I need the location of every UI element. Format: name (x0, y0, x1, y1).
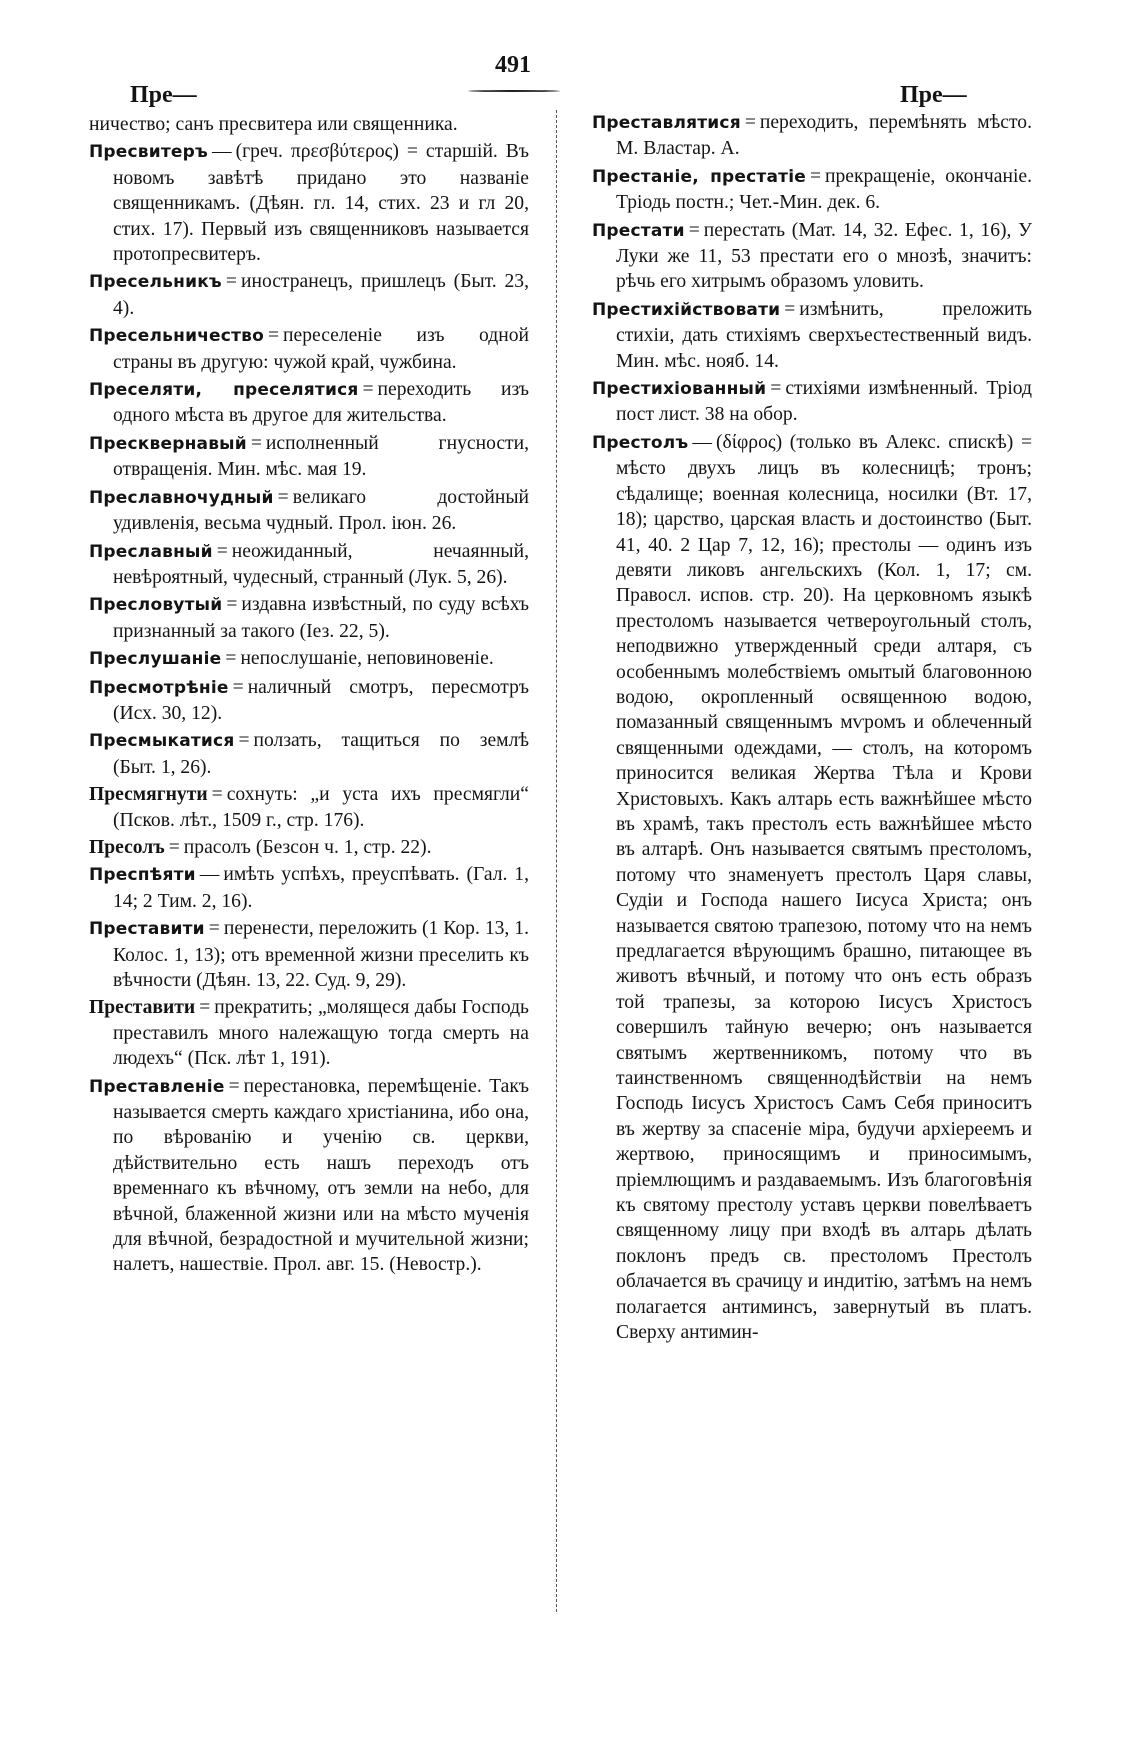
entry-headword: Преславночудный (89, 487, 274, 508)
running-head-left: Пре— (130, 82, 197, 108)
entry-separator: = (208, 918, 220, 940)
dictionary-entry (592, 297, 1032, 374)
column-divider (556, 110, 563, 1612)
entry-headword: Престихіованный (592, 379, 767, 400)
entry-definition: (δίφρος) (только въ Алекс. спискѣ) = мѣсто двухъ лицъ въ колесницѣ; тронъ; сѣдалище; военная колесница, носилки (Вт. 17, 18); царство, царская власть и достоинство (Быт. 41, 40. 2 Цар 7, 12, 16); престолы — одинъ изъ девяти ликовъ ангельскихъ (Кол. 1, 17; см. Правосл. испов. стр. 20). На церковномъ языкѣ престоломъ называется четвероугольный столъ, неподвижно утвержденный среди алтаря, съ особеннымъ молебствіемъ омытый благовонною водою, окропленный освященною водою, помазанный священнымъ мѵромъ и облеченный священными одеждами, — столъ, на которомъ приносится великая Жертва Тѣла и Крови Христовыхъ. Какъ алтарь есть важнѣйшее мѣсто въ храмѣ, такъ престолъ есть важнѣйшее мѣсто въ алтарѣ. Онъ называется святымъ престоломъ, потому что знаменуетъ престолъ Царя славы, Судіи и Господа нашего Іисуса Христа; онъ называется святою трапезою, потому что на немъ предлагается вѣрующимъ брашно, питающее въ животъ вѣчный, и потому что онъ есть образъ той трапезы, за которою Іисусъ Христосъ совершилъ тайную вечерю; онъ называется святымъ жертвенникомъ, потому что въ таинственномъ священнодѣйствіи на немъ Господь Іисусъ Христосъ Самъ Себя приноситъ въ жертву за спасеніе міра, будучи архіереемъ и жертвою, приносящимъ и приносимымъ, пріемлющимъ и раздаваемымъ. Изъ благоговѣнія къ святому престолу уставъ церкви повелѣваетъ священному лицу при входѣ въ алтарь дѣлать поклонъ предъ св. престоломъ Престолъ облачается въ срачицу и индитію, затѣмъ на немъ полагается антиминсъ, завернутый въ платъ. Сверху антимин- (616, 431, 1032, 1344)
left-entries (89, 139, 529, 1277)
dictionary-entry (89, 835, 529, 860)
entry-definition: прасолъ (Безсон ч. 1, стр. 22). (183, 836, 432, 858)
entry-separator: = (238, 730, 250, 752)
entry-definition: измѣнить, преложить стихіи, дать стихіямъ сверхъестественный видъ. Мин. мѣс. нояб. 14. (616, 298, 1032, 372)
entry-headword: Преставити (89, 919, 205, 940)
entry-definition: исполненный гнусности, отвращенія. Мин. мѣс. мая 19. (113, 432, 529, 481)
entry-headword: Преставлятися (592, 113, 741, 133)
dictionary-entry (592, 218, 1032, 295)
page-number: 491 (495, 52, 531, 78)
right-column (592, 110, 1032, 1348)
left-column (89, 112, 529, 1280)
entry-definition: ползать, тащиться по землѣ (Быт. 1, 26). (113, 730, 529, 778)
entry-definition: неожиданный, нечаянный, невѣроятный, чудесный, странный (Лук. 5, 26). (113, 540, 529, 588)
dictionary-entry (89, 862, 529, 914)
dictionary-entry (592, 164, 1032, 216)
entry-headword: Пресвитеръ (89, 142, 208, 163)
dictionary-entry (89, 323, 529, 375)
entry-separator: = (250, 432, 262, 454)
entry-definition: наличный смотръ, пересмотръ (Исх. 30, 12). (113, 676, 529, 724)
entry-headword: Преслушаніе (89, 649, 222, 670)
entry-definition: иностранецъ, пришлецъ (Быт. 23, 4). (113, 271, 529, 319)
entry-headword: Пресельничество (89, 326, 264, 347)
entry-separator: — (692, 431, 712, 453)
entry-headword: Пресельникъ (89, 272, 222, 293)
entry-definition: перестать (Мат. 14, 32. Ефес. 1, 16), У Луки же 11, 53 престати его о мнозѣ, значитъ: рѣчь его хитрымъ образомъ уловить. (616, 219, 1032, 293)
entry-headword: Преставленіе (89, 1076, 225, 1097)
entry-definition: сохнуть: „и уста ихъ пресмягли“ (Псков. лѣт., 1509 г., стр. 176). (113, 784, 529, 831)
entry-headword: Преселяти, преселятися (89, 380, 359, 401)
entry-headword: Преставити (89, 997, 196, 1019)
entry-headword: Преславный (89, 541, 213, 562)
entry-headword: Пресловутый (89, 595, 223, 616)
entry-definition: издавна извѣстный, по суду всѣхъ признанный за такого (Іез. 22, 5). (113, 594, 529, 642)
entry-definition: переселеніе изъ одной страны въ другую: чужой край, чужбина. (113, 325, 529, 373)
entry-separator: = (232, 676, 244, 698)
entry-separator: = (226, 594, 238, 616)
entry-headword: Престаніе, престатіе (592, 166, 806, 187)
entry-headword: Пресмыкатися (89, 731, 235, 752)
right-entries (592, 110, 1032, 1346)
dictionary-entry (592, 430, 1032, 1346)
entry-separator: = (688, 219, 700, 241)
entry-separator: = (168, 836, 180, 858)
entry-definition: великаго достойный удивленія, весьма чудный. Прол. іюн. 26. (113, 486, 529, 535)
dictionary-entry (592, 376, 1032, 428)
entry-headword: Пресмотрѣніе (89, 677, 229, 698)
page-number-rule (468, 90, 560, 92)
entry-separator: = (362, 379, 374, 401)
entry-headword: Преспѣяти (89, 865, 196, 886)
dictionary-entry (89, 539, 529, 591)
dictionary-entry (89, 139, 529, 267)
continuation-text: ничество; санъ пресвитера или священника. (89, 114, 458, 135)
entry-separator: — (199, 864, 220, 886)
entry-headword: Пресолъ (89, 836, 165, 858)
dictionary-entry (89, 592, 529, 644)
entry-definition: прекратить; „молящеся дабы Господь преставилъ много належащую тогда смерть на людехъ“ (Пск. лѣт 1, 191). (113, 997, 529, 1070)
dictionary-entry (89, 485, 529, 537)
dictionary-entry (89, 1074, 529, 1278)
entry-definition: стихіями измѣненный. Тріод пост лист. 38 на обор. (616, 378, 1032, 426)
entry-separator: = (744, 112, 756, 133)
entry-separator: = (809, 165, 822, 187)
entry-headword: Престати (592, 220, 685, 241)
entry-definition: перестановка, перемѣщеніе. Такъ называется смерть каждаго христіанина, ибо она, по вѣрованію и ученію св. церкви, дѣйствительно есть нашъ переходъ отъ временнаго къ вѣчному, отъ земли на небо, для вѣчной, блаженной жизни или на мѣсто мученія для вѣчной, безрадостной и мучительной жизни; налетъ, нашествіе. Прол. авг. 15. (Невостр.). (113, 1075, 529, 1276)
dictionary-entry (89, 728, 529, 780)
entry-separator: — (212, 141, 232, 163)
dictionary-entry (89, 675, 529, 727)
dictionary-entry (89, 431, 529, 483)
entry-separator: = (211, 784, 223, 806)
entry-separator: = (784, 298, 796, 320)
running-head-right: Пре— (900, 82, 967, 108)
dictionary-entry (89, 782, 529, 833)
entry-definition: перенести, переложить (1 Кор. 13, 1. Колос. 1, 13); отъ временной жизни преселить къ вѣчности (Дѣян. 13, 22. Суд. 9, 29). (113, 918, 529, 991)
entry-definition: (греч. πρεσβύτερος) = старшій. Въ новомъ завѣтѣ придано это названіе священникамъ. (Дѣян. гл. 14, стих. 23 и гл 20, стих. 17). Первый изъ священниковъ называется протопресвитеръ. (113, 141, 529, 266)
dictionary-entry (89, 916, 529, 993)
dictionary-entry (89, 995, 529, 1071)
entry-separator: = (225, 648, 237, 670)
entry-separator: = (277, 486, 289, 508)
entry-headword: Пресквернавый (89, 433, 247, 454)
entry-definition: прекращеніе, окончаніе. Тріодь постн.; Чет.-Мин. дек. 6. (616, 165, 1032, 214)
dictionary-entry (89, 269, 529, 321)
dictionary-entry (89, 646, 529, 672)
entry-separator: = (267, 325, 280, 347)
entry-separator: = (216, 540, 228, 562)
entry-separator: = (770, 378, 782, 400)
entry-definition: переходить, перемѣнять мѣсто. М. Властар. А. (616, 112, 1032, 160)
entry-separator: = (225, 271, 237, 293)
entry-separator: = (199, 997, 211, 1019)
entry-definition: непослушаніе, неповиновеніе. (240, 648, 494, 670)
entry-definition: переходить изъ одного мѣста въ другое для жительства. (113, 379, 529, 427)
entry-headword: Престолъ (592, 432, 689, 453)
dictionary-entry (89, 377, 529, 429)
entry-headword: Престихійствовати (592, 299, 781, 320)
entry-separator: = (228, 1075, 240, 1097)
entry-definition: имѣть успѣхъ, преуспѣвать. (Гал. 1, 14; 2 Тим. 2, 16). (113, 864, 529, 912)
dictionary-entry (592, 110, 1032, 162)
entry-headword: Пресмягнути (89, 784, 208, 806)
